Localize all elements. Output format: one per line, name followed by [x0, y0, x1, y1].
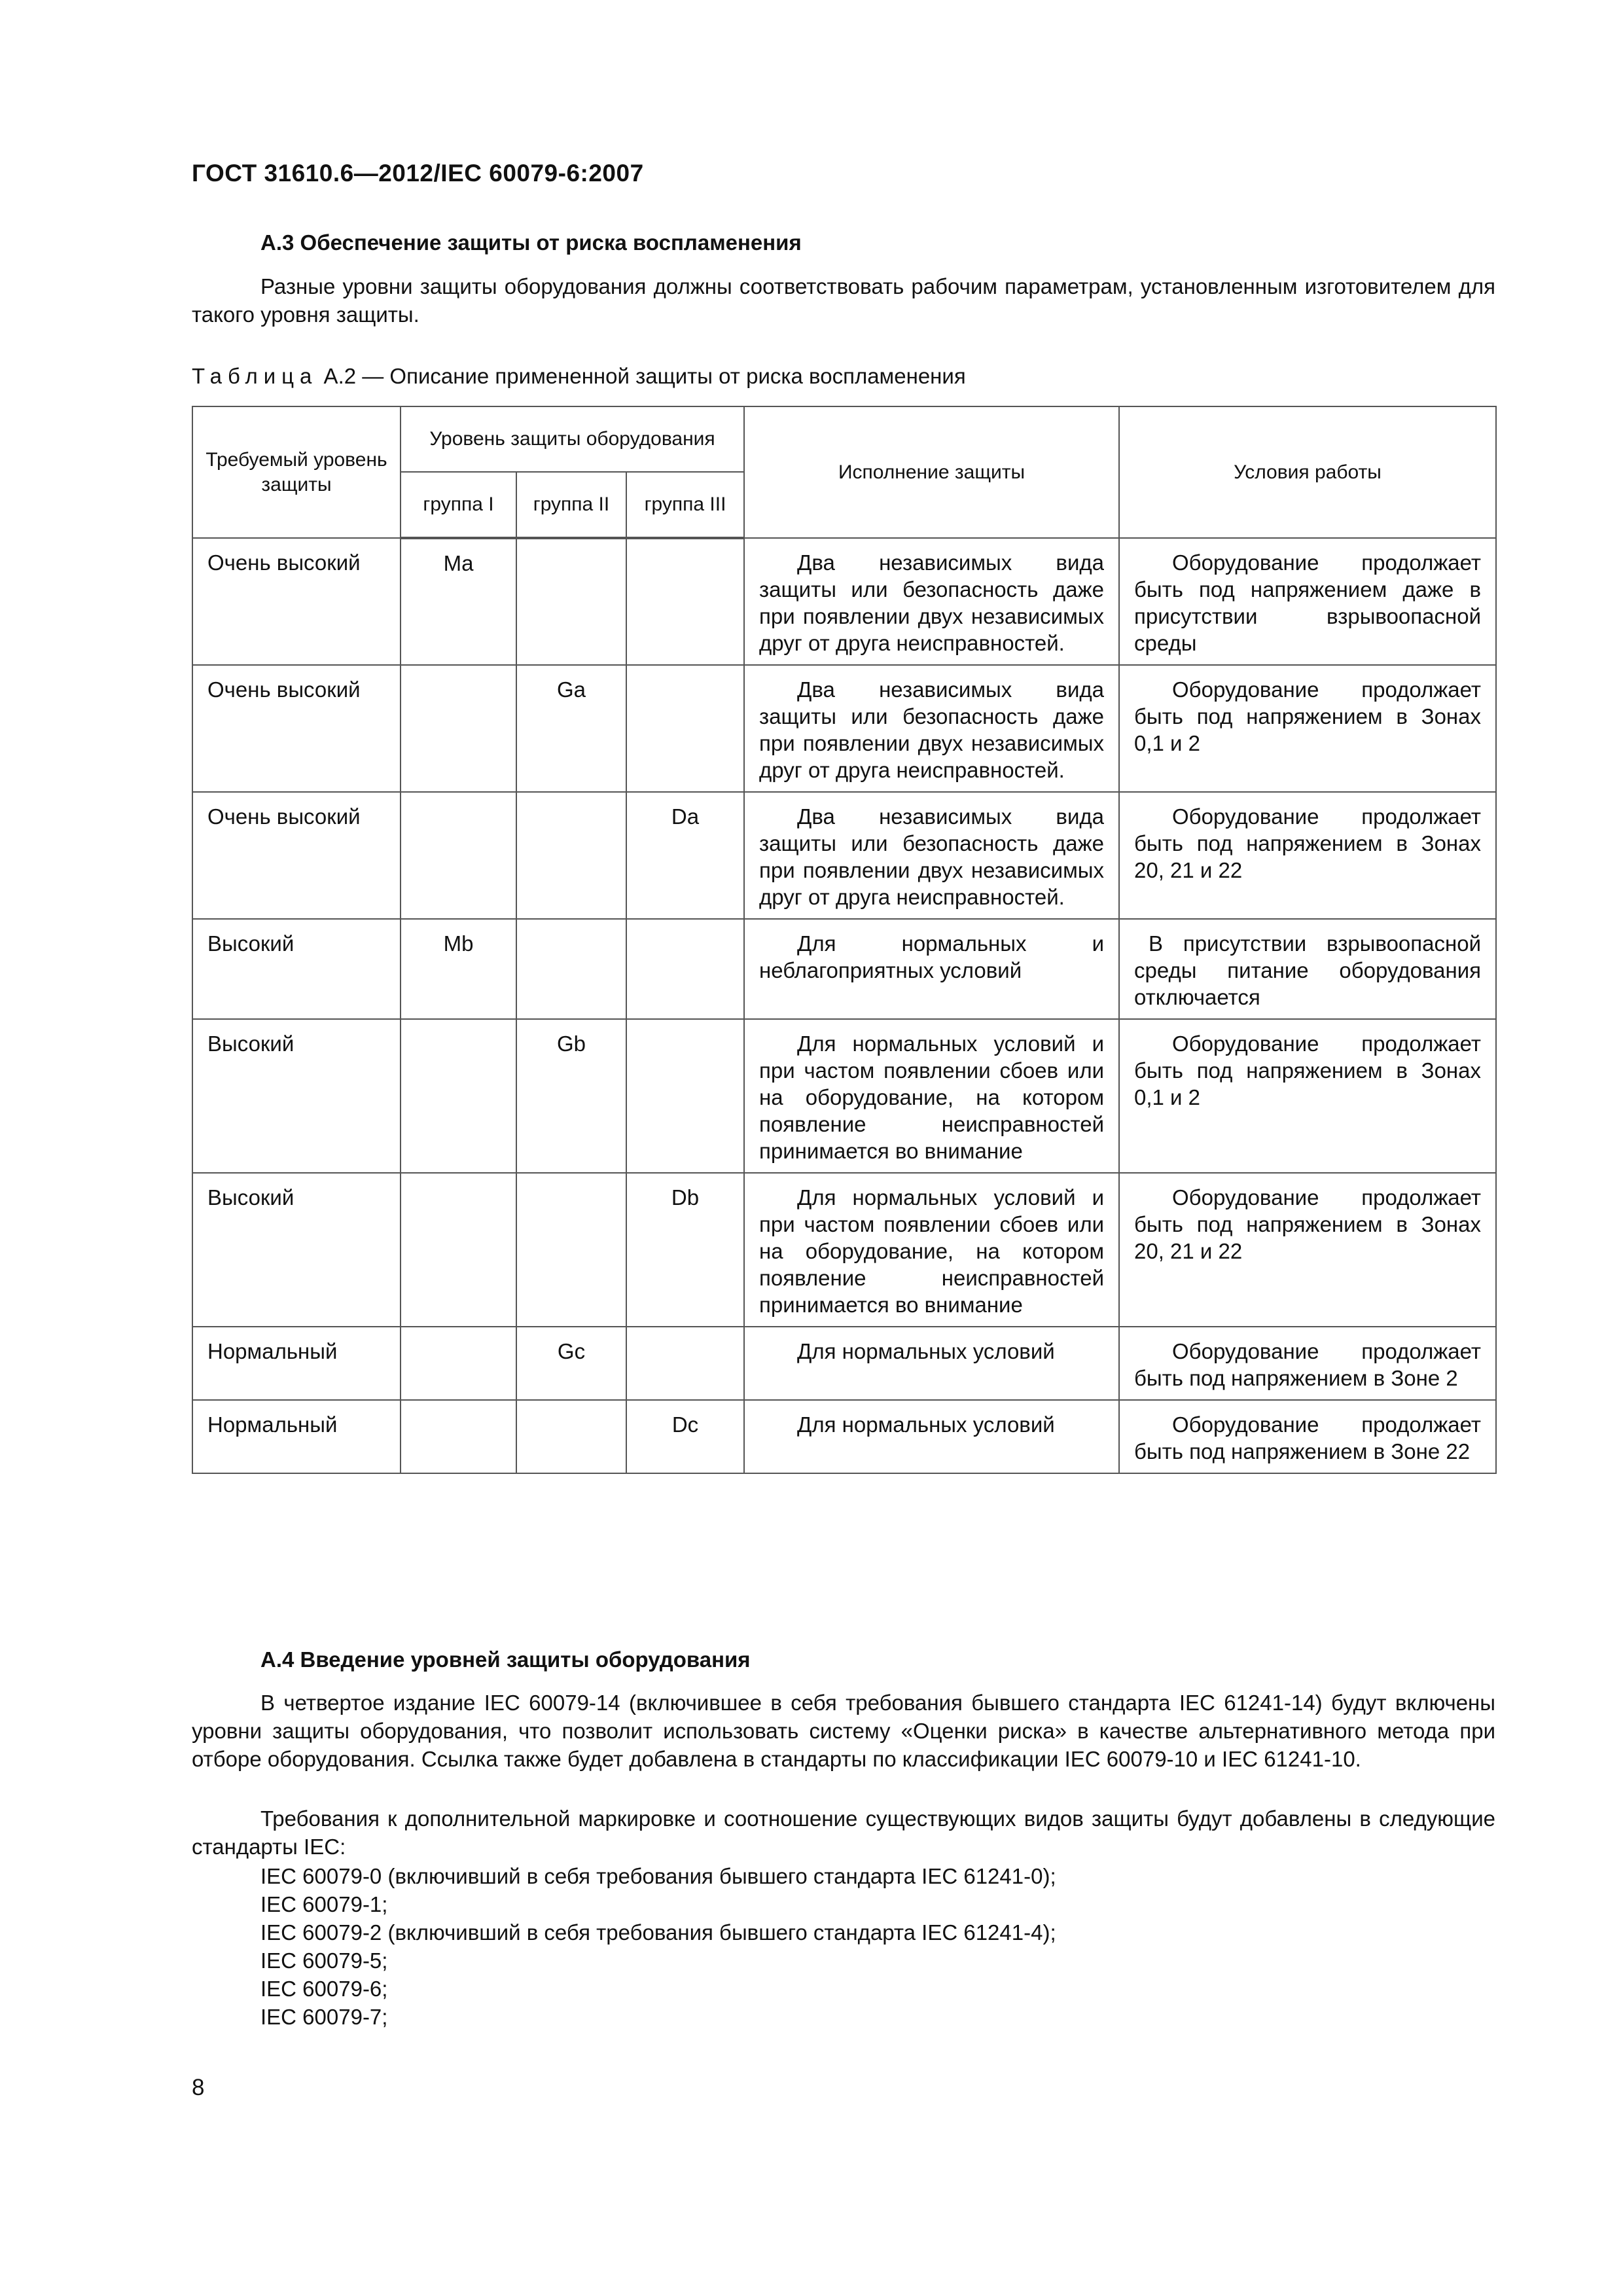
cell-conditions: В присутствии взрывоопасной среды питание оборудования отключается	[1119, 919, 1496, 1019]
cell-group-1	[401, 1173, 516, 1327]
cell-group-2	[516, 538, 626, 665]
list-item: IEC 60079-2 (включивший в себя требования бывшего стандарта IEC 61241-4);	[260, 1920, 1056, 1945]
protection-table	[192, 406, 1497, 1474]
header-required-level: Требуемый уровень защиты	[192, 406, 401, 538]
section-a4-paragraph-2: Требования к дополнительной маркировке и соотношение существующих видов защиты будут добавлены в следующие стандарты IEC:	[192, 1806, 1495, 1859]
table-row	[192, 919, 1496, 1019]
section-a4-paragraph-1: В четвертое издание IEC 60079-14 (включившее в себя требования бывшего стандарта IEC 61241-14) будут включены уровни защиты оборудования, что позволит использовать систему «Оценки риска» в качестве альтернативного метода при отборе оборудования. Ссылка также будет добавлена в стандарты по классификации IEC 60079-10 и IEC 61241-10.	[192, 1691, 1495, 1771]
document-code: ГОСТ 31610.6—2012/IEC 60079-6:2007	[192, 160, 644, 187]
cell-level: Очень высокий	[192, 792, 401, 919]
cell-protection: Для нормальных условий и при частом появлении сбоев или на оборудование, на котором появление неисправностей принимается во внимание	[744, 1173, 1119, 1327]
cell-group-2: Gb	[516, 1019, 626, 1173]
cell-group-2: Gc	[516, 1327, 626, 1400]
cell-group-3: Dc	[626, 1400, 744, 1473]
header-group-3: группа III	[626, 472, 744, 538]
cell-group-1	[401, 1019, 516, 1173]
header-group-1: группа I	[401, 472, 516, 538]
table-row	[192, 792, 1496, 919]
cell-group-2	[516, 1173, 626, 1327]
table-row	[192, 1400, 1496, 1473]
cell-protection: Два независимых вида защиты или безопасность даже при появлении двух независимых друг от друга неисправностей.	[744, 538, 1119, 665]
cell-conditions: Оборудование продолжает быть под напряжением даже в присутствии взрывоопасной среды	[1119, 538, 1496, 665]
cell-group-3	[626, 1327, 744, 1400]
section-a4-title: А.4 Введение уровней защиты оборудования	[260, 1647, 751, 1672]
cell-protection: Для нормальных условий	[744, 1327, 1119, 1400]
cell-group-1: Mb	[401, 919, 516, 1019]
cell-protection: Для нормальных и неблагоприятных условий	[744, 919, 1119, 1019]
cell-group-3: Db	[626, 1173, 744, 1327]
table-caption	[192, 364, 966, 389]
section-a3-paragraph: Разные уровни защиты оборудования должны соответствовать рабочим параметрам, установленным изготовителем для такого уровня защиты.	[192, 274, 1495, 327]
cell-protection: Два независимых вида защиты или безопасность даже при появлении двух независимых друг от друга неисправностей.	[744, 792, 1119, 919]
cell-group-2	[516, 792, 626, 919]
table-caption-label: Таблица	[192, 364, 318, 388]
page-number: 8	[192, 2075, 205, 2100]
table-row	[192, 665, 1496, 792]
cell-level: Высокий	[192, 1173, 401, 1327]
cell-protection: Два независимых вида защиты или безопасность даже при появлении двух независимых друг от друга неисправностей.	[744, 665, 1119, 792]
cell-level: Очень высокий	[192, 665, 401, 792]
cell-conditions: Оборудование продолжает быть под напряжением в Зонах 20, 21 и 22	[1119, 792, 1496, 919]
cell-protection: Для нормальных условий и при частом появлении сбоев или на оборудование, на котором появление неисправностей принимается во внимание	[744, 1019, 1119, 1173]
cell-level: Очень высокий	[192, 538, 401, 665]
list-item: IEC 60079-6;	[260, 1977, 388, 2001]
cell-group-1	[401, 1327, 516, 1400]
cell-group-3	[626, 919, 744, 1019]
header-protection: Исполнение защиты	[744, 406, 1119, 538]
table-row	[192, 1173, 1496, 1327]
cell-level: Высокий	[192, 1019, 401, 1173]
table-row	[192, 538, 1496, 665]
header-equipment-level: Уровень защиты оборудования	[401, 406, 744, 472]
list-item: IEC 60079-0 (включивший в себя требования бывшего стандарта IEC 61241-0);	[260, 1864, 1056, 1888]
list-item: IEC 60079-7;	[260, 2005, 388, 2029]
cell-level: Нормальный	[192, 1327, 401, 1400]
cell-group-3	[626, 538, 744, 665]
list-item: IEC 60079-5;	[260, 1948, 388, 1973]
cell-group-2	[516, 1400, 626, 1473]
header-group-2: группа II	[516, 472, 626, 538]
table-row	[192, 1327, 1496, 1400]
list-item: IEC 60079-1;	[260, 1892, 388, 1916]
cell-group-1: Ma	[401, 538, 516, 665]
cell-group-3	[626, 1019, 744, 1173]
cell-group-3: Da	[626, 792, 744, 919]
cell-conditions: Оборудование продолжает быть под напряжением в Зонах 0,1 и 2	[1119, 665, 1496, 792]
cell-protection: Для нормальных условий	[744, 1400, 1119, 1473]
cell-group-3	[626, 665, 744, 792]
cell-conditions: Оборудование продолжает быть под напряжением в Зоне 22	[1119, 1400, 1496, 1473]
cell-group-2: Ga	[516, 665, 626, 792]
cell-group-2	[516, 919, 626, 1019]
header-conditions: Условия работы	[1119, 406, 1496, 538]
cell-group-1	[401, 1400, 516, 1473]
cell-group-1	[401, 665, 516, 792]
section-a3-title: А.3 Обеспечение защиты от риска воспламенения	[260, 230, 802, 255]
table-caption-text: А.2 — Описание примененной защиты от риска воспламенения	[317, 364, 966, 388]
cell-conditions: Оборудование продолжает быть под напряжением в Зонах 0,1 и 2	[1119, 1019, 1496, 1173]
cell-conditions: Оборудование продолжает быть под напряжением в Зоне 2	[1119, 1327, 1496, 1400]
cell-conditions: Оборудование продолжает быть под напряжением в Зонах 20, 21 и 22	[1119, 1173, 1496, 1327]
cell-level: Высокий	[192, 919, 401, 1019]
cell-group-1	[401, 792, 516, 919]
table-row	[192, 1019, 1496, 1173]
cell-level: Нормальный	[192, 1400, 401, 1473]
